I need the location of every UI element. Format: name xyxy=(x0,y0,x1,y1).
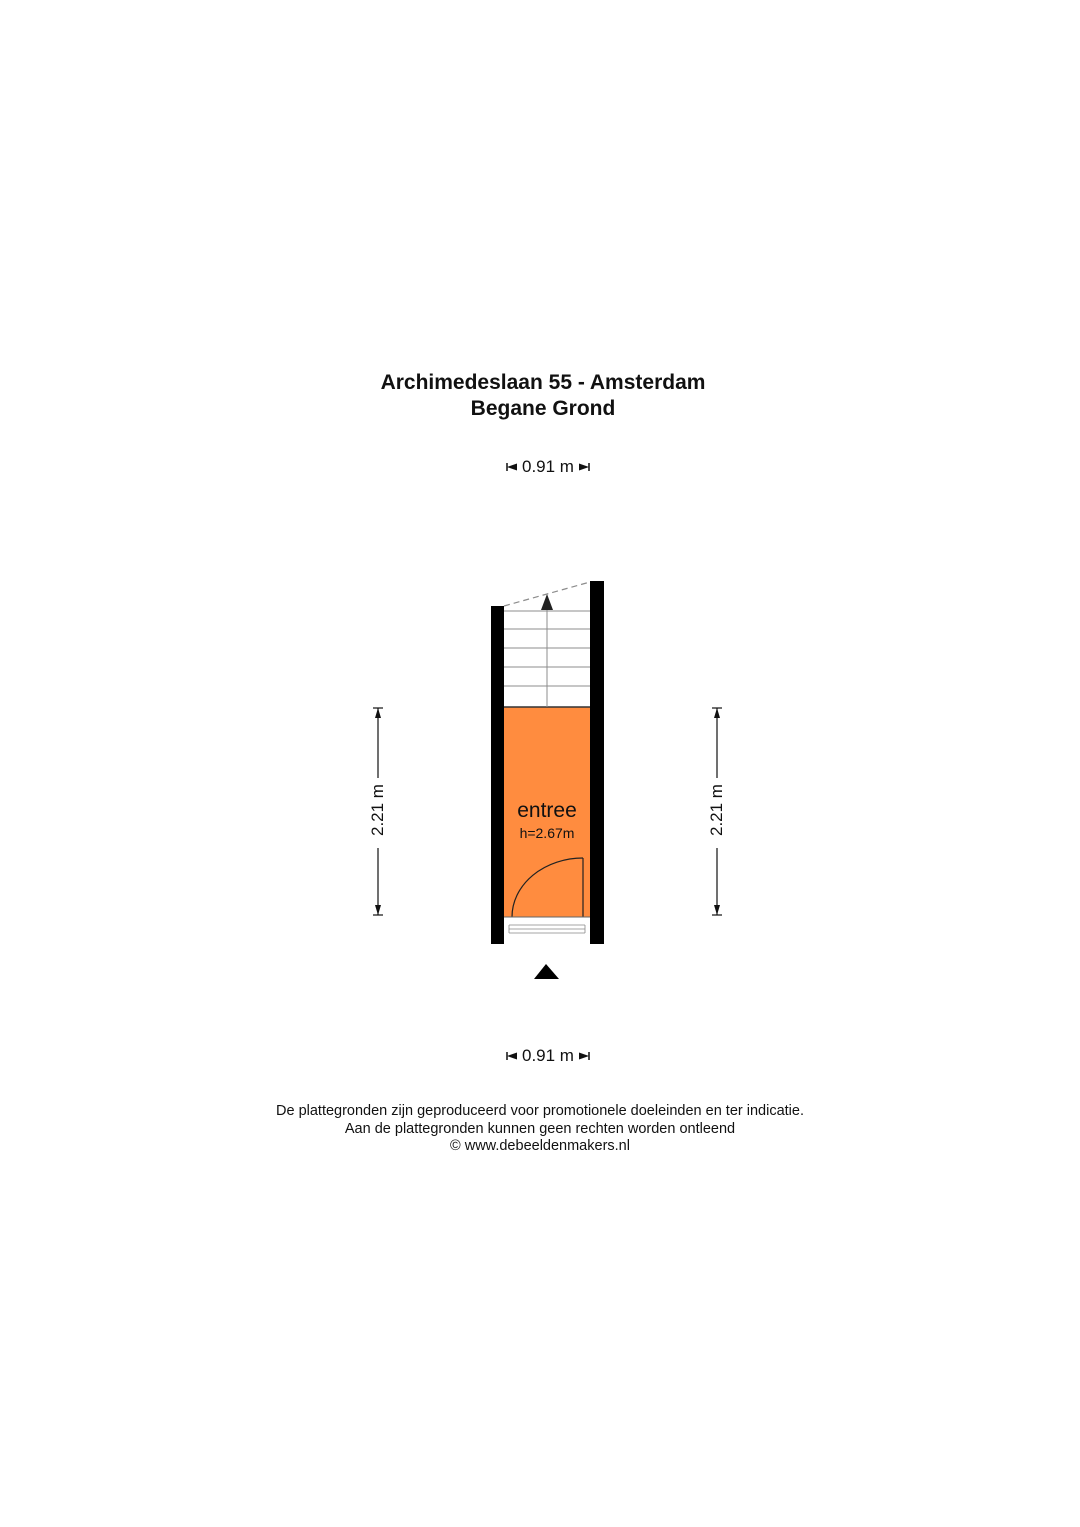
staircase xyxy=(504,582,590,707)
left-wall xyxy=(491,606,504,944)
height-left-label: 2.21 m xyxy=(368,784,387,836)
disclaimer-line-1: De plattegronden zijn geproduceerd voor promotionele doeleinden en ter indicatie. xyxy=(276,1103,804,1119)
door-threshold xyxy=(504,917,590,944)
address-title: Archimedeslaan 55 - Amsterdam xyxy=(380,371,706,394)
width-top-label: 0.91 m xyxy=(522,457,574,476)
entrance-marker-icon xyxy=(534,964,559,979)
width-bottom-label: 0.91 m xyxy=(522,1046,574,1065)
width-dimension-bottom xyxy=(0,1046,1080,1066)
floor-title: Begane Grond xyxy=(470,397,616,420)
dimension-arrow-right-icon xyxy=(578,1051,590,1061)
room-ceiling-height: h=2.67m xyxy=(519,825,575,841)
disclaimer-line-2: Aan de plattegronden kunnen geen rechten worden ontleend xyxy=(344,1121,736,1137)
stair-direction-arrow-icon xyxy=(541,594,553,610)
copyright-line: © www.debeeldenmakers.nl xyxy=(450,1138,630,1154)
dimension-arrow-left-icon xyxy=(506,1051,518,1061)
room-name: entree xyxy=(517,799,577,822)
right-wall xyxy=(590,581,604,944)
height-right-label: 2.21 m xyxy=(707,784,726,836)
